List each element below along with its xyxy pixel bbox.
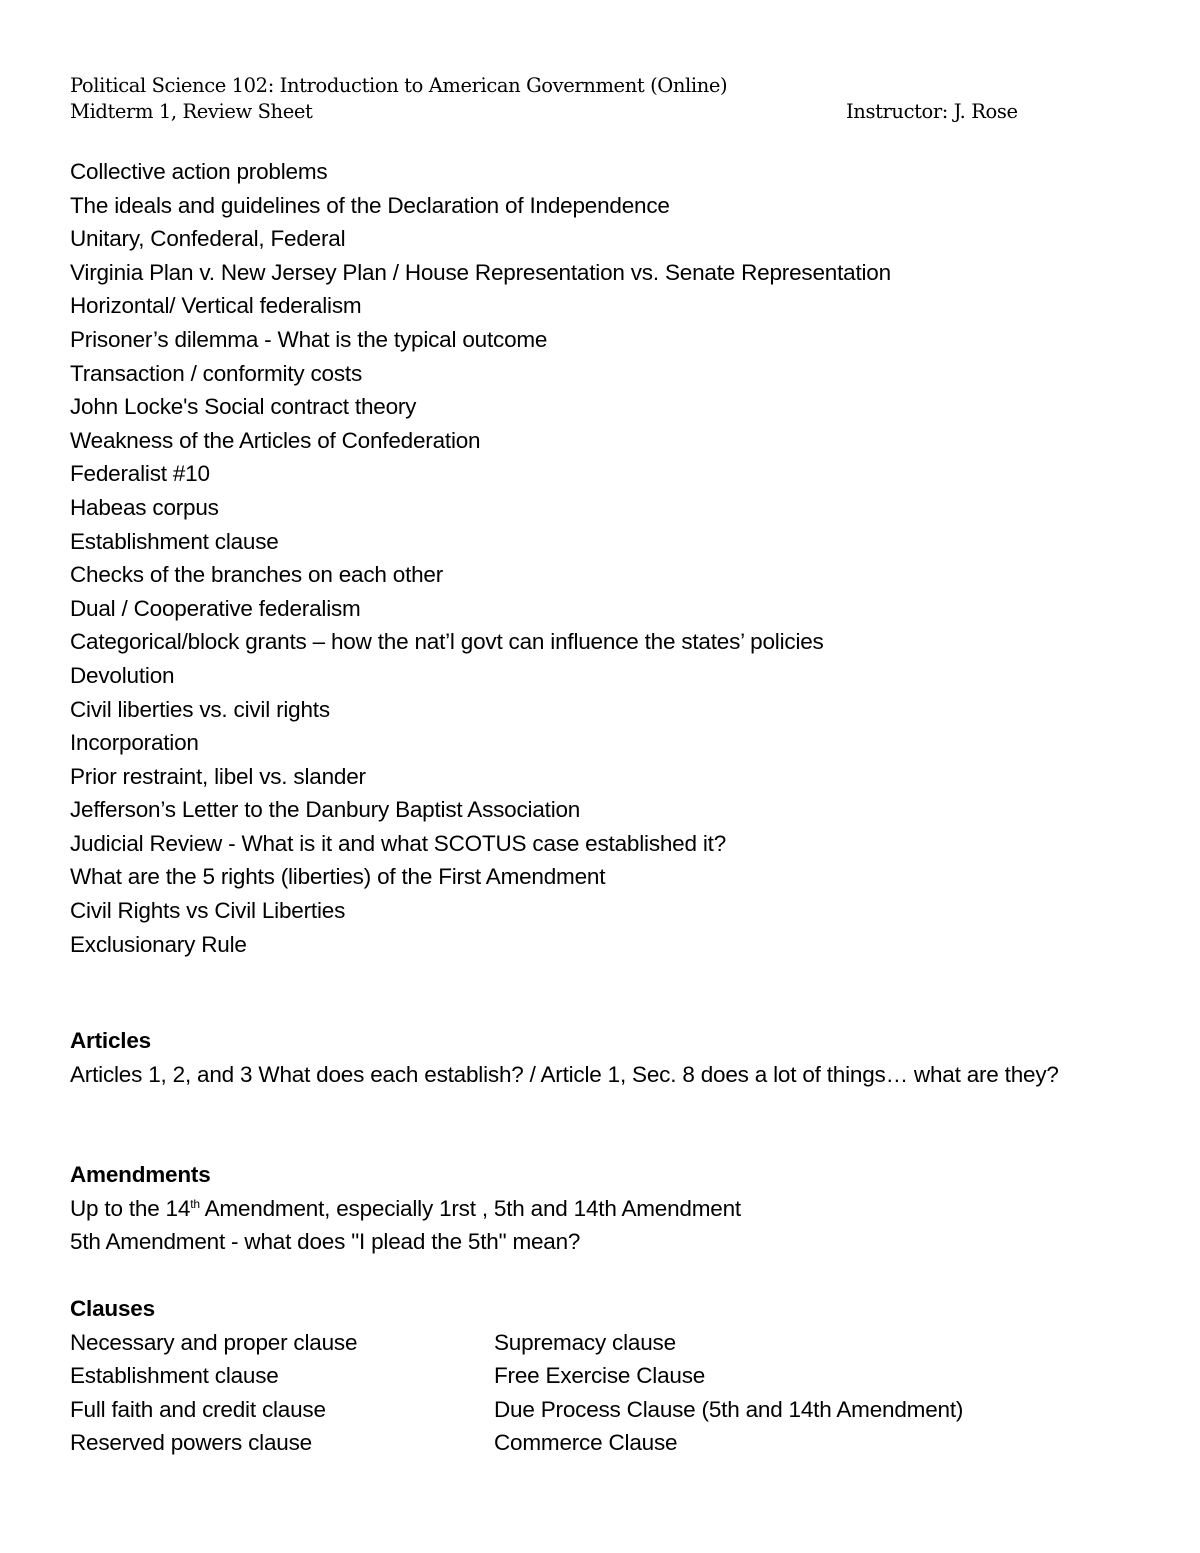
amendments-heading: Amendments: [70, 1162, 211, 1187]
topic-item: Weakness of the Articles of Confederation: [70, 427, 481, 453]
topic-item: Unitary, Confederal, Federal: [70, 226, 346, 252]
topic-item: Exclusionary Rule: [70, 931, 247, 957]
clause-item: Reserved powers clause: [70, 1430, 312, 1456]
topic-item: Jefferson’s Letter to the Danbury Baptist Association: [70, 797, 581, 823]
topic-item: Transaction / conformity costs: [70, 360, 363, 386]
topic-item: Horizontal/ Vertical federalism: [70, 293, 362, 319]
topic-item: Judicial Review - What is it and what SCOTUS case established it?: [70, 830, 727, 856]
topic-item: Virginia Plan v. New Jersey Plan / House Representation vs. Senate Representation: [70, 259, 891, 285]
clauses-section: [70, 1292, 1130, 1460]
amendments-line-1: [70, 1192, 1130, 1226]
clause-item: Commerce Clause: [494, 1430, 678, 1456]
clause-item: Full faith and credit clause: [70, 1396, 326, 1422]
sheet-title: Midterm 1, Review Sheet: [70, 100, 313, 123]
amendments-superscript: th: [190, 1196, 200, 1211]
topic-item: Prisoner’s dilemma - What is the typical outcome: [70, 326, 548, 352]
topic-list: [70, 155, 891, 961]
amendments-line-1-suffix: Amendment, especially 1rst , 5th and 14th Amendment: [199, 1195, 741, 1221]
clause-item: Due Process Clause (5th and 14th Amendment): [494, 1396, 964, 1422]
clauses-heading: Clauses: [70, 1296, 155, 1321]
topic-item: Incorporation: [70, 730, 199, 756]
topic-item: Checks of the branches on each other: [70, 562, 444, 588]
topic-item: Dual / Cooperative federalism: [70, 595, 361, 621]
amendments-line-2: 5th Amendment - what does "I plead the 5th" mean?: [70, 1229, 581, 1255]
topic-item: Civil Rights vs Civil Liberties: [70, 898, 346, 924]
clause-item: Establishment clause: [70, 1363, 279, 1389]
topic-item: Devolution: [70, 662, 175, 688]
topic-item: Prior restraint, libel vs. slander: [70, 763, 366, 789]
clause-item: Free Exercise Clause: [494, 1363, 706, 1389]
topic-item: Habeas corpus: [70, 494, 219, 520]
amendments-line-1-prefix: Up to the 14: [70, 1195, 191, 1221]
clause-item: Supremacy clause: [494, 1329, 676, 1355]
topic-item: Civil liberties vs. civil rights: [70, 696, 330, 722]
clauses-grid: [70, 1326, 1130, 1460]
topic-item: Establishment clause: [70, 528, 279, 554]
articles-heading: Articles: [70, 1028, 151, 1053]
topic-item: The ideals and guidelines of the Declaration of Independence: [70, 192, 670, 218]
topic-item: John Locke's Social contract theory: [70, 394, 417, 420]
articles-section: [70, 1024, 1130, 1091]
course-title: Political Science 102: Introduction to American Government (Online): [70, 74, 728, 97]
articles-text: Articles 1, 2, and 3 What does each establish? / Article 1, Sec. 8 does a lot of things… what are they?: [70, 1061, 1059, 1087]
instructor-name: Instructor: J. Rose: [846, 100, 1018, 123]
topic-item: Federalist #10: [70, 461, 210, 487]
topic-item: Categorical/block grants – how the nat’l govt can influence the states’ policies: [70, 629, 824, 655]
clause-item: Necessary and proper clause: [70, 1329, 358, 1355]
topic-item: What are the 5 rights (liberties) of the First Amendment: [70, 864, 606, 890]
topic-item: Collective action problems: [70, 159, 328, 184]
amendments-section: [70, 1158, 1130, 1259]
